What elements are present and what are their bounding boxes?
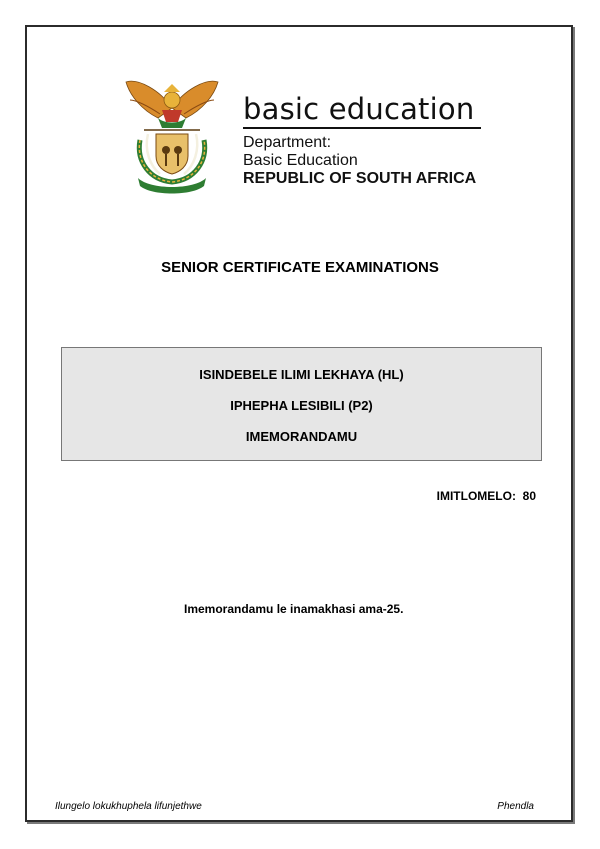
brand-title: basic education [243, 92, 475, 126]
total-marks [437, 489, 536, 503]
subject-language: ISINDEBELE ILIMI LEKHAYA (HL) [199, 367, 404, 382]
page-count-note: Imemorandamu le inamakhasi ama-25. [184, 602, 404, 616]
department-label: Department: [243, 134, 332, 151]
department-name: Basic Education [243, 152, 358, 169]
republic-name: REPUBLIC OF SOUTH AFRICA [243, 170, 477, 187]
turn-over-notice: Phendla [497, 801, 534, 812]
subject-box [61, 347, 542, 461]
marks-value: 80 [522, 489, 536, 503]
subject-paper: IPHEPHA LESIBILI (P2) [230, 398, 373, 413]
brand-divider [243, 127, 481, 129]
subject-document-type: IMEMORANDAMU [245, 429, 358, 444]
south-africa-coat-of-arms-icon [120, 70, 224, 194]
exam-heading: SENIOR CERTIFICATE EXAMINATIONS [161, 259, 439, 276]
marks-label: IMITLOMELO: [436, 489, 516, 503]
copyright-notice: Ilungelo lokukhuphela lifunjethwe [55, 801, 202, 812]
department-branding [243, 92, 483, 188]
